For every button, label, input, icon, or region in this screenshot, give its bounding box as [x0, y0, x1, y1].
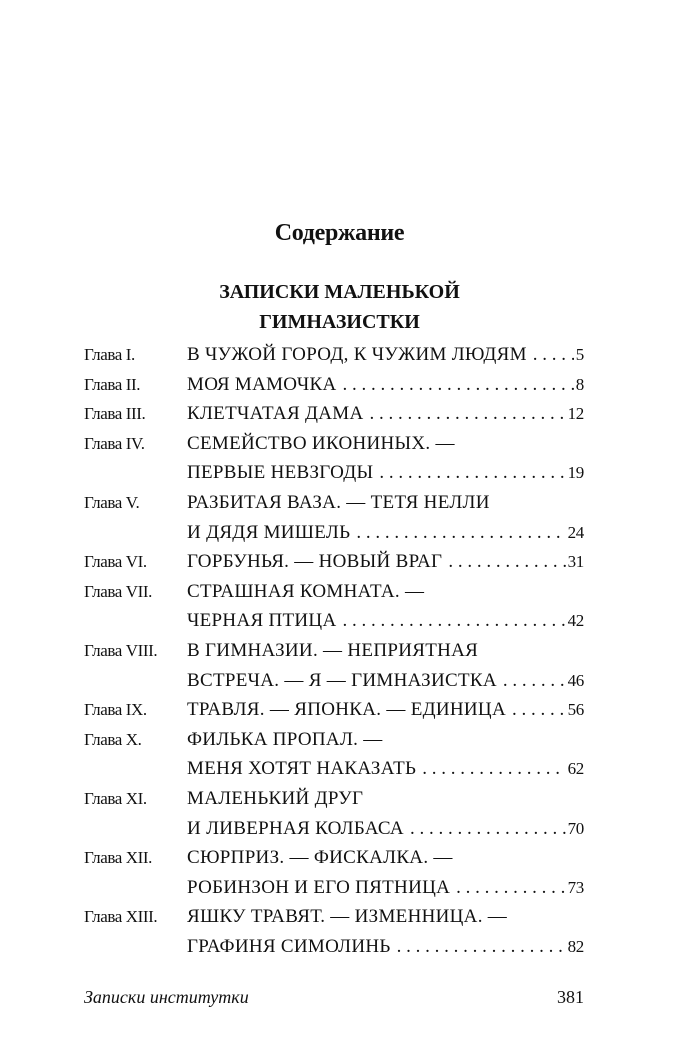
chapter-title [187, 725, 584, 755]
chapter-title [187, 429, 584, 459]
toc-page-number: 46 [567, 670, 584, 690]
toc-entry-line [84, 725, 584, 755]
toc-page-number: 19 [567, 463, 584, 483]
chapter-label: Глава XIII. [84, 907, 158, 927]
section-title-line: ГИМНАЗИСТКИ [259, 311, 420, 333]
chapter-title-text: И ЛИВЕРНАЯ КОЛБАСА [187, 817, 404, 839]
chapter-title-text: РАЗБИТАЯ ВАЗА. — ТЕТЯ НЕЛЛИ [187, 491, 490, 513]
toc-page-number: 5 [575, 345, 584, 364]
chapter-title-text: КЛЕТЧАТАЯ ДАМА [187, 403, 364, 425]
section-title [0, 277, 679, 337]
toc-entry-line [84, 636, 584, 666]
toc-page-number: 24 [567, 522, 584, 542]
dot-leader [397, 932, 566, 962]
chapter-title [187, 695, 584, 725]
chapter-title [187, 458, 584, 488]
chapter-title [187, 902, 584, 932]
chapter-title-text: ФИЛЬКА ПРОПАЛ. — [187, 728, 383, 750]
chapter-title [187, 577, 584, 607]
toc-page-number: 62 [567, 759, 584, 779]
chapter-title [187, 518, 584, 548]
chapter-title-text: В ГИМНАЗИИ. — НЕПРИЯТНАЯ [187, 639, 479, 661]
chapter-title-text: ЯШКУ ТРАВЯТ. — ИЗМЕННИЦА. — [187, 906, 508, 928]
chapter-title-text: ВСТРЕЧА. — Я — ГИМНАЗИСТКА [187, 669, 497, 691]
chapter-title [187, 666, 584, 696]
dot-leader [356, 518, 565, 548]
chapter-title [187, 488, 584, 518]
chapter-label: Глава I. [84, 345, 135, 364]
toc-page-number: 8 [575, 374, 584, 394]
chapter-label: Глава XI. [84, 788, 147, 808]
dot-leader [503, 666, 566, 696]
chapter-title [187, 370, 584, 400]
chapter-title [187, 399, 584, 429]
section-title-line: ЗАПИСКИ МАЛЕНЬКОЙ [219, 281, 460, 303]
dot-leader [533, 340, 574, 370]
toc-entry-line [84, 340, 584, 370]
chapter-title [187, 606, 584, 636]
chapter-title [187, 843, 584, 873]
chapter-label: Глава VI. [84, 552, 147, 572]
chapter-title [187, 784, 584, 814]
chapter-label: Глава V. [84, 492, 140, 512]
toc-title: Содержание [274, 220, 405, 246]
toc-page-number: 12 [567, 404, 584, 424]
chapter-label: Глава IX. [84, 700, 147, 720]
toc-entry-line [84, 518, 584, 548]
chapter-title [187, 873, 584, 903]
chapter-label: Глава X. [84, 729, 142, 749]
toc-entry-line [84, 458, 584, 488]
table-of-contents [84, 340, 584, 961]
toc-entry-line [84, 784, 584, 814]
toc-entry-line [84, 666, 584, 696]
chapter-label: Глава VIII. [84, 640, 158, 660]
toc-entry-line [84, 873, 584, 903]
dot-leader [422, 754, 565, 784]
toc-page-number: 82 [567, 936, 584, 956]
chapter-title-text: ГОРБУНЬЯ. — НОВЫЙ ВРАГ [187, 551, 443, 573]
chapter-title [187, 636, 584, 666]
running-title: Записки институтки [84, 987, 249, 1007]
chapter-label: Глава VII. [84, 581, 153, 601]
chapter-label: Глава II. [84, 374, 141, 394]
chapter-title-text: МАЛЕНЬКИЙ ДРУГ [187, 787, 364, 809]
dot-leader [410, 814, 566, 844]
toc-page-number: 42 [567, 611, 584, 631]
dot-leader [512, 695, 566, 725]
chapter-title [187, 814, 584, 844]
toc-entry-line [84, 843, 584, 873]
chapter-title-text: СТРАШНАЯ КОМНАТА. — [187, 580, 425, 602]
toc-entry-line [84, 814, 584, 844]
chapter-title-text: СЮРПРИЗ. — ФИСКАЛКА. — [187, 847, 453, 869]
toc-entry-line [84, 370, 584, 400]
toc-entry-line [84, 695, 584, 725]
chapter-label: Глава XII. [84, 848, 153, 868]
dot-leader [342, 370, 573, 400]
toc-entry-line [84, 577, 584, 607]
toc-entry-line [84, 932, 584, 962]
chapter-title-text: СЕМЕЙСТВО ИКОНИНЫХ. — [187, 432, 455, 454]
chapter-title [187, 547, 584, 577]
dot-leader [379, 458, 565, 488]
toc-entry-line [84, 606, 584, 636]
chapter-title [187, 754, 584, 784]
toc-page-number: 73 [567, 877, 584, 897]
toc-page-number: 70 [567, 818, 584, 838]
chapter-title-text: И ДЯДЯ МИШЕЛЬ [187, 521, 351, 543]
chapter-title-text: ЧЕРНАЯ ПТИЦА [187, 610, 337, 632]
toc-page-number: 31 [567, 552, 584, 572]
dot-leader [448, 547, 565, 577]
chapter-title-text: В ЧУЖОЙ ГОРОД, К ЧУЖИМ ЛЮДЯМ [187, 344, 527, 365]
toc-page-number: 56 [567, 700, 584, 720]
toc-entry-line [84, 754, 584, 784]
toc-entry-line [84, 488, 584, 518]
chapter-title [187, 932, 584, 962]
chapter-title-text: МЕНЯ ХОТЯТ НАКАЗАТЬ [187, 758, 417, 780]
dot-leader [369, 399, 565, 429]
chapter-label: Глава III. [84, 404, 146, 424]
page-footer [84, 987, 584, 1011]
toc-entry-line [84, 429, 584, 459]
chapter-title-text: ГРАФИНЯ СИМОЛИНЬ [187, 935, 391, 957]
chapter-title [187, 340, 584, 370]
dot-leader [456, 873, 565, 903]
toc-entry-line [84, 399, 584, 429]
toc-entry-line [84, 902, 584, 932]
chapter-title-text: МОЯ МАМОЧКА [187, 373, 337, 395]
dot-leader [342, 606, 565, 636]
page-number: 381 [557, 987, 584, 1007]
toc-entry-line [84, 547, 584, 577]
chapter-label: Глава IV. [84, 433, 145, 453]
chapter-title-text: РОБИНЗОН И ЕГО ПЯТНИЦА [187, 876, 451, 898]
chapter-title-text: ПЕРВЫЕ НЕВЗГОДЫ [187, 462, 374, 484]
chapter-title-text: ТРАВЛЯ. — ЯПОНКА. — ЕДИНИЦА [187, 699, 506, 721]
